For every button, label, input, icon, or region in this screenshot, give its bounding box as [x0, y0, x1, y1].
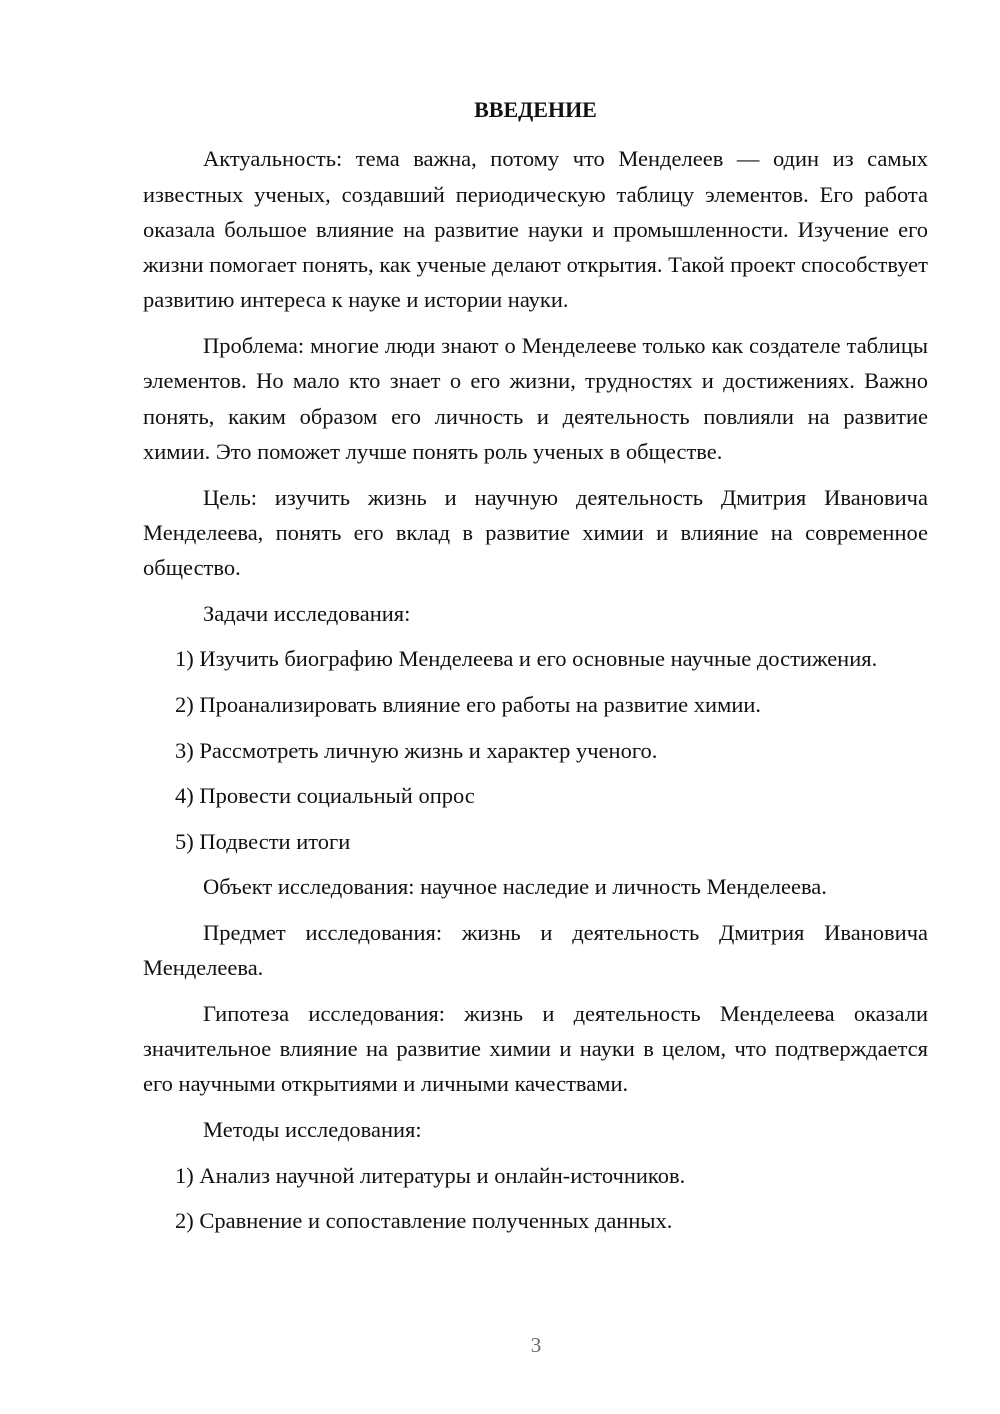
method-item: 1) Анализ научной литературы и онлайн-источников.: [175, 1162, 686, 1188]
tasks-heading: Задачи исследования:: [203, 600, 411, 626]
object-paragraph: Объект исследования: научное наследие и личность Менделеева.: [203, 874, 827, 900]
section-title: ВВЕДЕНИЕ: [474, 97, 597, 122]
problem-paragraph: Проблема: многие люди знают о Менделееве только как создателе таблицы элементов. Но мало кто знает о его жизни, трудностях и достижениях. Важно понять, каким образом его личность и деятельность повлияли на развитие химии. Это поможет лучше понять роль ученых в обществе.: [143, 333, 928, 464]
relevance-paragraph: Актуальность: тема важна, потому что Менделеев — один из самых известных ученых, создавший периодическую таблицу элементов. Его работа оказала большое влияние на развитие науки и промышленности. Изучение его жизни помогает понять, как ученые делают открытия. Такой проект способствует развитию интереса к науке и истории науки.: [143, 146, 928, 313]
task-item: 2) Проанализировать влияние его работы на развитие химии.: [175, 691, 762, 717]
methods-heading: Методы исследования:: [203, 1116, 422, 1142]
task-item: 4) Провести социальный опрос: [175, 783, 475, 809]
document-body: [143, 92, 928, 1249]
subject-paragraph: Предмет исследования: жизнь и деятельность Дмитрия Ивановича Менделеева.: [143, 919, 928, 981]
hypothesis-paragraph: Гипотеза исследования: жизнь и деятельность Менделеева оказали значительное влияние на развитие химии и науки в целом, что подтверждается его научными открытиями и личными качествами.: [143, 1000, 928, 1097]
page-number: 3: [530, 1333, 542, 1357]
goal-paragraph: Цель: изучить жизнь и научную деятельность Дмитрия Ивановича Менделеева, понять его вклад в развитие химии и влияние на современное общество.: [143, 484, 928, 581]
task-item: 1) Изучить биографию Менделеева и его основные научные достижения.: [175, 646, 878, 672]
method-item: 2) Сравнение и сопоставление полученных данных.: [175, 1208, 673, 1234]
task-item: 3) Рассмотреть личную жизнь и характер ученого.: [175, 737, 658, 763]
task-item: 5) Подвести итоги: [175, 828, 351, 854]
